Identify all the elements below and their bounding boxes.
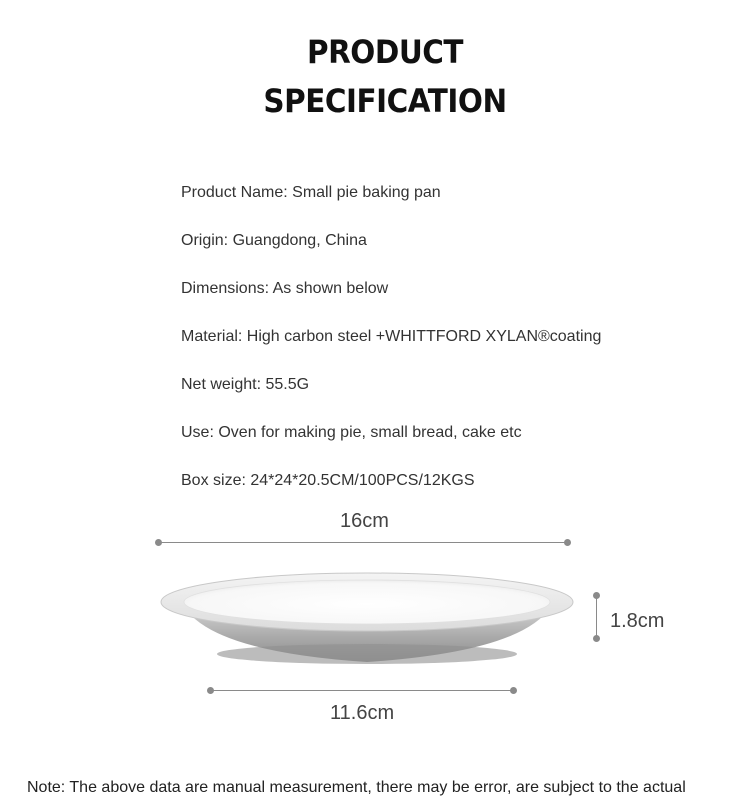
top-width-dot-left [155,539,162,546]
pie-pan-image [155,562,580,667]
title-line-1: PRODUCT [306,33,464,71]
spec-net-weight: Net weight: 55.5G [181,376,310,393]
height-dot-top [593,592,600,599]
bottom-width-label: 11.6cm [330,702,395,724]
spec-list [181,183,601,519]
measurement-note: Note: The above data are manual measurement, there may be error, are subject to the actual [27,779,686,796]
spec-origin: Origin: Guangdong, China [181,232,367,249]
spec-product-name: Product Name: Small pie baking pan [181,184,441,201]
spec-material: Material: High carbon steel +WHITTFORD XYLAN®coating [181,328,602,345]
bottom-width-line [211,690,513,691]
spec-use: Use: Oven for making pie, small bread, cake etc [181,424,522,441]
bottom-width-dot-left [207,687,214,694]
height-line [596,595,597,639]
top-width-dot-right [564,539,571,546]
height-dot-bottom [593,635,600,642]
title-line-2: SPECIFICATION [263,82,507,120]
spec-dimensions: Dimensions: As shown below [181,280,389,297]
bottom-width-dot-right [510,687,517,694]
height-label: 1.8cm [610,610,665,632]
top-width-label: 16cm [340,510,389,532]
spec-box-size: Box size: 24*24*20.5CM/100PCS/12KGS [181,472,475,489]
top-width-line [159,542,568,543]
